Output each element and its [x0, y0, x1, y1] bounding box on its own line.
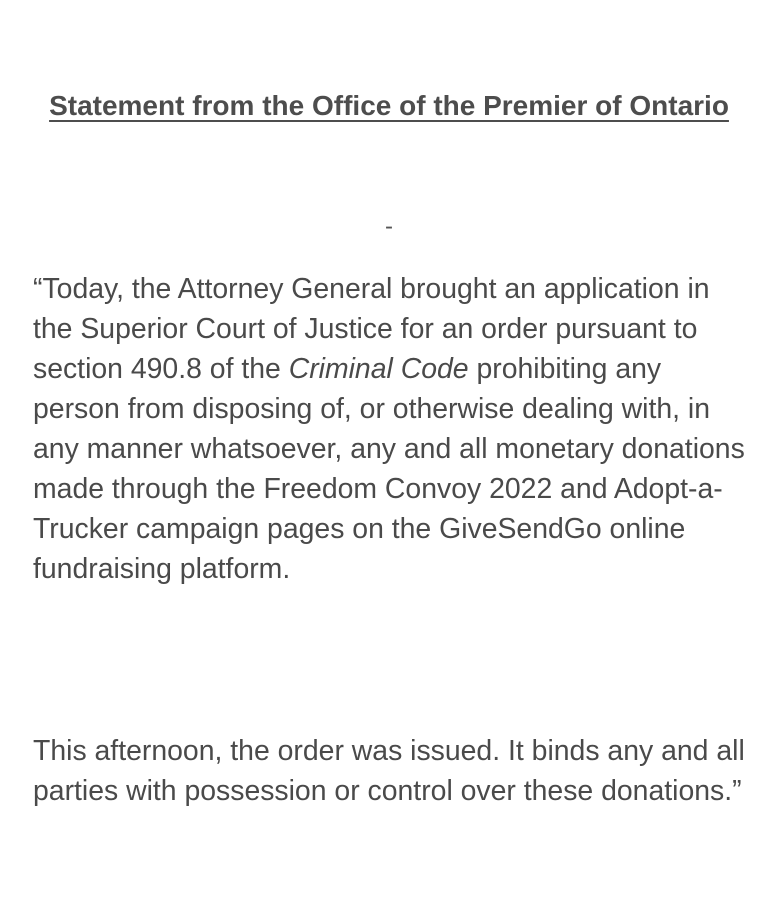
statement-title: Statement from the Office of the Premier of Ontario [49, 90, 729, 121]
paragraph-1-text-end: prohibiting any person from disposing of, or otherwise dealing with, in any manner whatsoever, any and all monetary donations made through the Freedom Convoy 2022 and Adopt-a-Trucker campaign pages on the GiveSendGo online fundraising platform. [33, 353, 745, 585]
criminal-code-reference: Criminal Code [288, 353, 469, 385]
separator-dash: - [385, 213, 393, 240]
statement-paragraph-2: This afternoon, the order was issued. It binds any and all parties with possession or control over these donations.” [33, 735, 745, 807]
statement-paragraph-1 [33, 269, 753, 589]
paragraph-1-text-start: “Today, the Attorney General brought an application in the Superior Court of Justice for an order pursuant to section 490.8 of the [33, 273, 710, 385]
